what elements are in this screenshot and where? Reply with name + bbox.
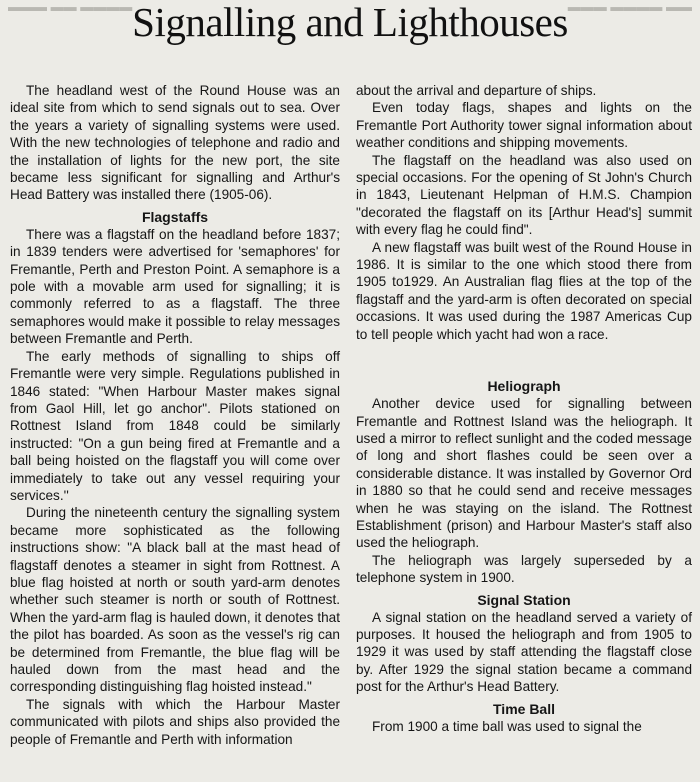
heliograph-paragraph-1: Another device used for signalling between Fremantle and Rottnest Island was the heliograph. It used a mirror to reflect sunlight and the coded message of long and short flashes could be seen over a considerable distance. It was installed by Governor Ord in 1880 so that he could send and receive messages when he was staying on the island. The Rottnest Establishment (prison) and Harbour Master's staff also used the heliograph.: [356, 396, 692, 551]
show-through-text-right: ▬▬▬ ▬▬▬▬ ▬▬: [567, 0, 692, 14]
flagstaffs-paragraph-2: The early methods of signalling to ships off Fremantle were very simple. Regulations published in 1846 stated: "When Harbour Master makes signal from Gaol Hill, let go anchor". Pilots stationed on Rottnest Island from 1848 could be similarly instructed: "On a gun being fired at Fremantle and a ball being hoisted on the flagstaff you will come over immediately to take out any vessel requiring your services.'': [10, 348, 340, 503]
flags-today-paragraph: Even today flags, shapes and lights on the Fremantle Port Authority tower signal information about weather conditions and shipping movements.: [356, 100, 692, 151]
page-title: Signalling and Lighthouses: [132, 0, 568, 45]
section-heading-heliograph: Heliograph: [487, 378, 561, 395]
heliograph-paragraph-2: The heliograph was largely superseded by a telephone system in 1900.: [356, 552, 692, 586]
special-occasions-paragraph: The flagstaff on the headland was also used on special occasions. For the opening of St John's Church in 1843, Lieutenant Helpman of H.M.S. Champion "decorated the flagstaff on its [Arthur Head's] summit with every flag he could find".: [356, 152, 692, 238]
section-heading-time-ball: Time Ball: [493, 700, 555, 717]
flagstaffs-paragraph-3: During the nineteenth century the signalling system became more sophisticated as the following instructions show: "A black ball at the mast head of flagstaff denotes a steamer in sight from Rottnest. A blue flag hoisted at north or south yard-arm denotes whether such steamer is north or south of Rottnest. When the yard-arm flag is hauled down, it denotes that the pilot has boarded. As soon as the vessel's rig can be determined from Fremantle, the blue flag will be hauled down from the mast head and the corresponding distinguishing flag hoisted instead.": [10, 505, 340, 695]
show-through-text-left: ▬▬▬ ▬▬ ▬▬▬▬: [8, 0, 133, 14]
new-flagstaff-paragraph: A new flagstaff was built west of the Round House in 1986. It is similar to the one which stood there from 1905 to1929. An Australian flag flies at the top of the flagstaff and the yard-arm is often decorated on special occasions. It was used during the 1987 Americas Cup to tell people which yacht had won a race.: [356, 239, 692, 342]
flagstaffs-paragraph-1: There was a flagstaff on the headland before 1837; in 1839 tenders were advertised for 'semaphores' for Fremantle, Perth and Preston Point. A semaphore is a pole with a movable arm used for signalling; it is commonly referred to as a flagstaff. The three semaphores would make it possible to relay messages between Fremantle and Perth.: [10, 226, 340, 347]
time-ball-paragraph: From 1900 a time ball was used to signal the: [372, 718, 642, 734]
section-heading-signal-station: Signal Station: [477, 591, 571, 608]
continued-paragraph: about the arrival and departure of ships.: [356, 83, 597, 98]
section-heading-flagstaffs: Flagstaffs: [141, 208, 209, 225]
right-column: [356, 82, 692, 735]
left-column: [10, 82, 340, 748]
signal-station-paragraph: A signal station on the headland served a variety of purposes. It housed the heliograph and from 1905 to 1929 it was used by staff attending the flagstaff close by. After 1929 the signal station became a command post for the Arthur's Head Battery.: [356, 609, 692, 695]
intro-paragraph: The headland west of the Round House was an ideal site from which to send signals out to sea. Over the years a variety of signalling systems were used. With the new technologies of telephone and radio and the installation of lights for the new port, the site became less significant for signalling and Arthur's Head Battery was installed there (1905-06).: [10, 83, 340, 203]
flagstaffs-paragraph-4: The signals with which the Harbour Master communicated with pilots and ships also provided the people of Fremantle and Perth with information: [10, 696, 340, 747]
